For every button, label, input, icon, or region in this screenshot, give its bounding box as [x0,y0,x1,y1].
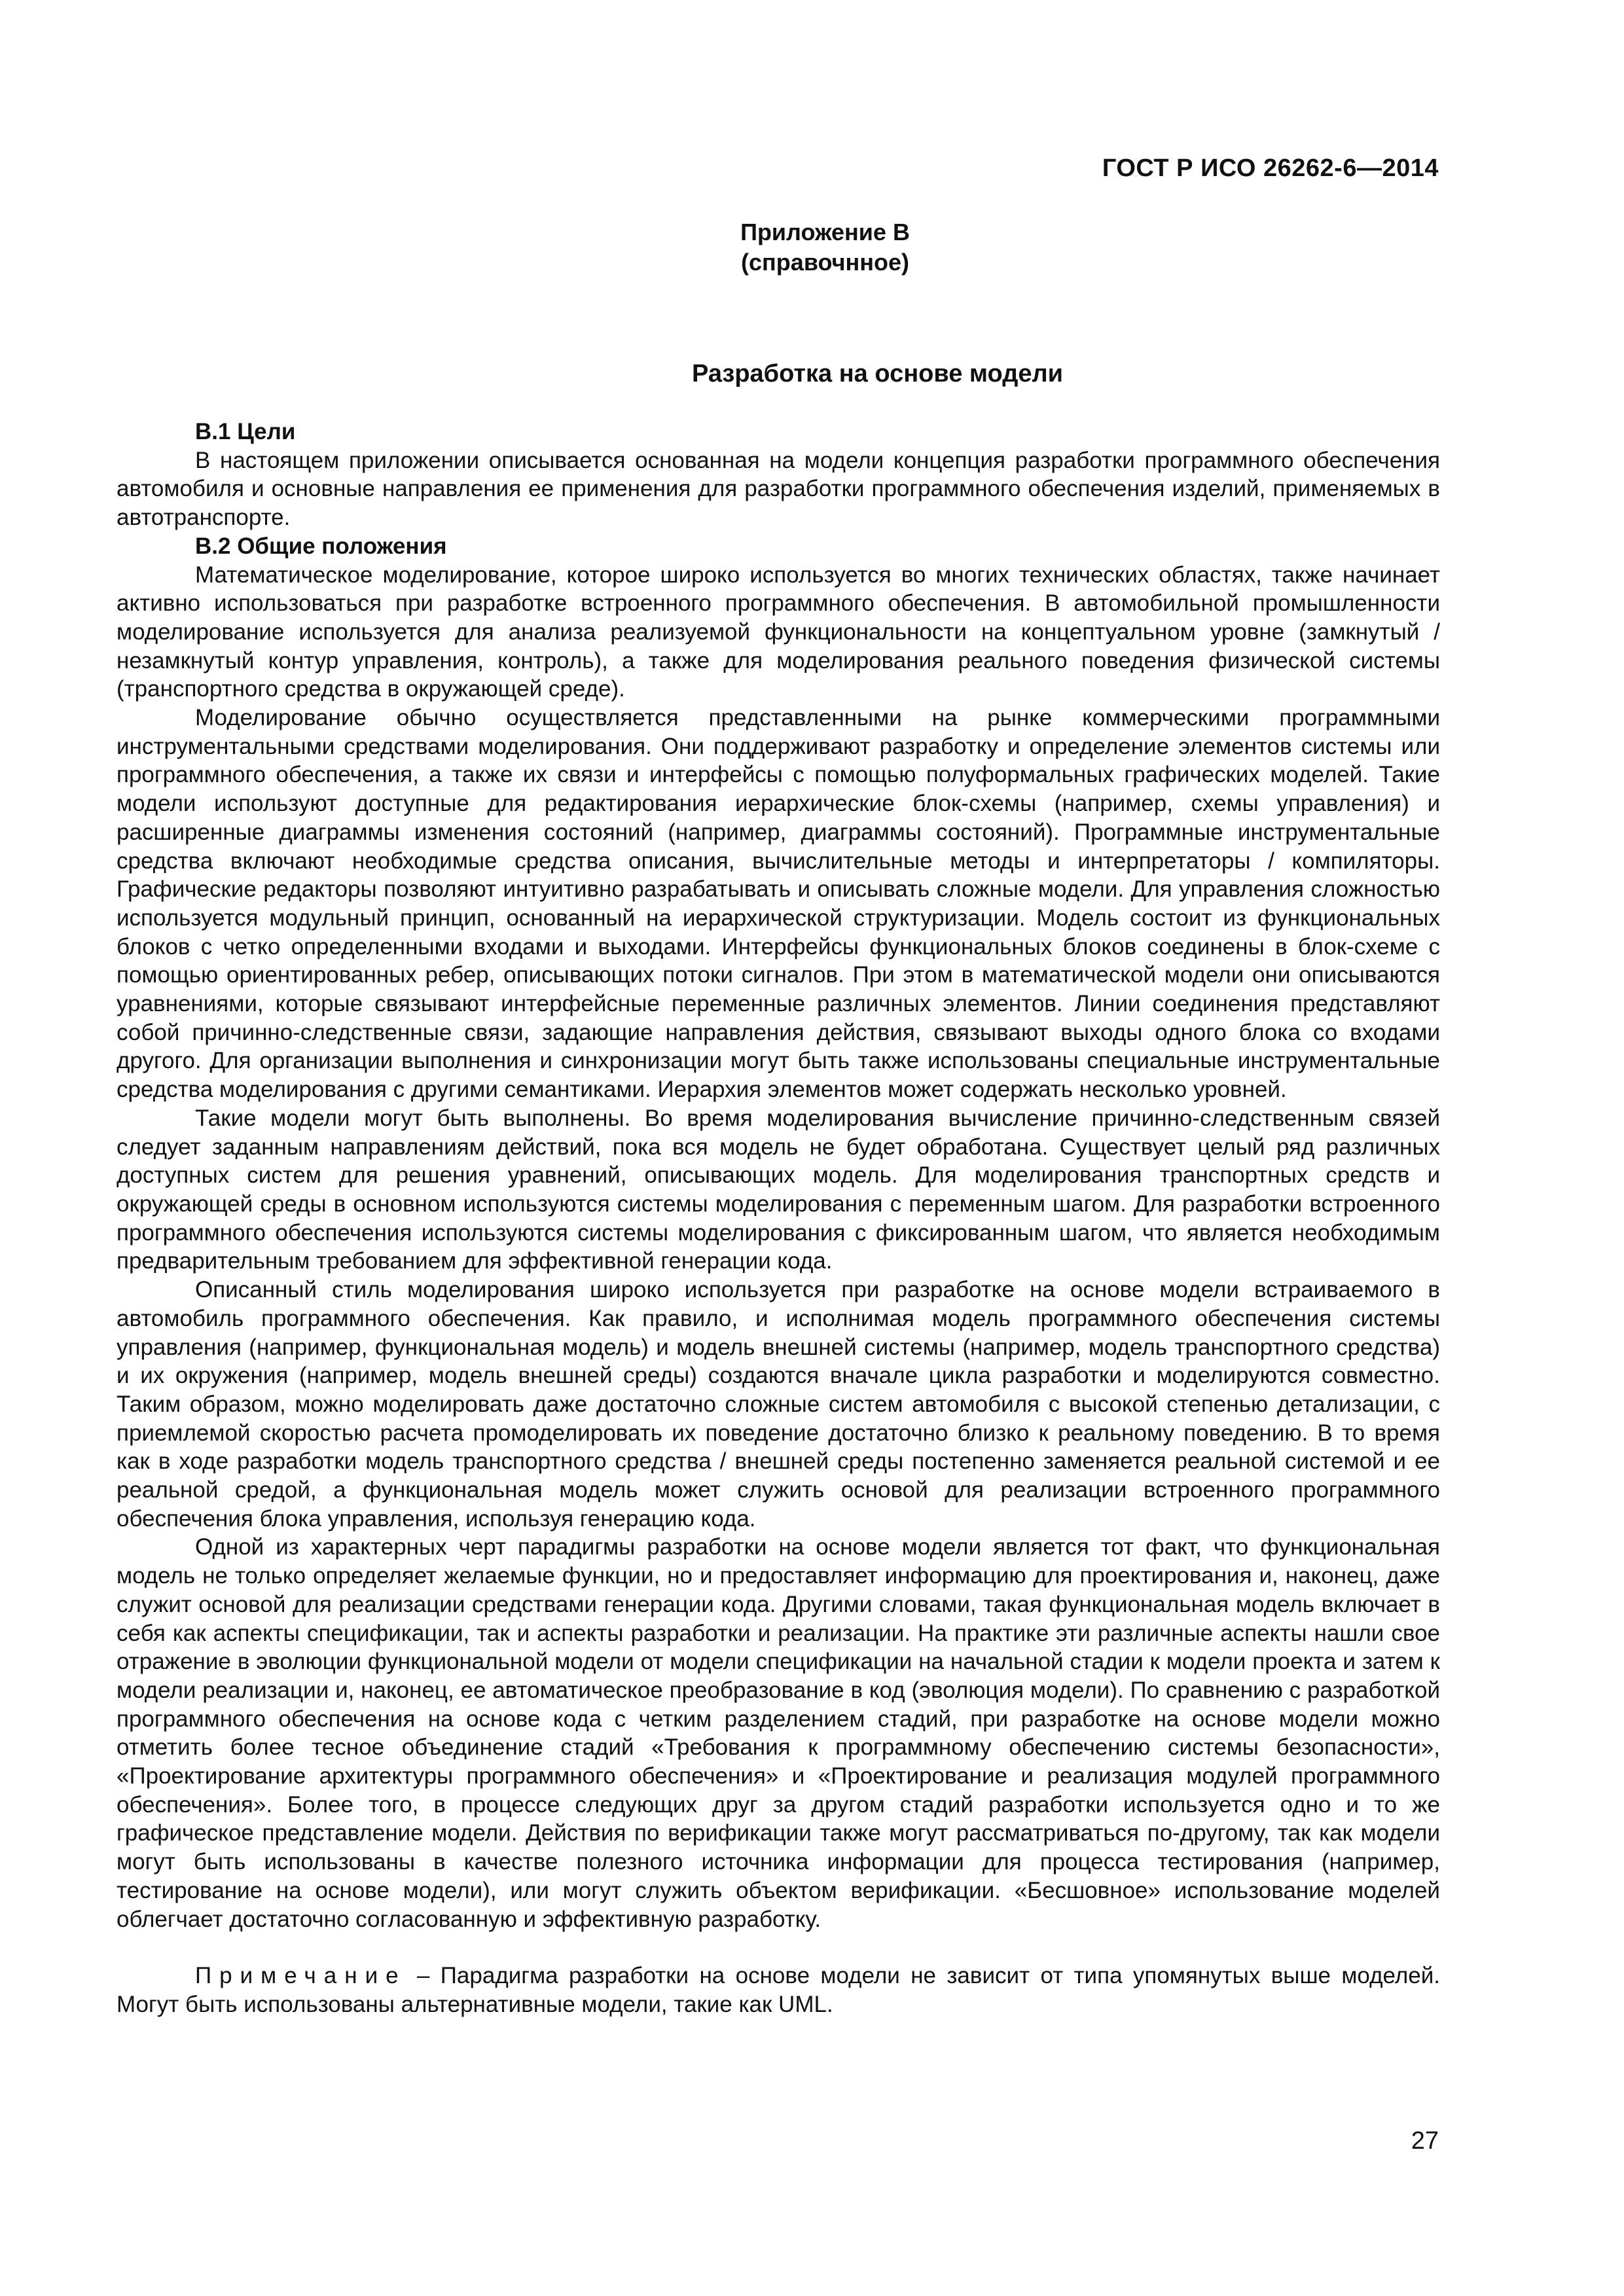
paragraph: Моделирование обычно осуществляется представленными на рынке коммерческими программными инструментальными средствами моделирования. Они поддерживают разработку и определение элементов системы или программного обеспечения, а также их связи и интерфейсы с помощью полуформальных графических моделей. Такие модели используют доступные для редактирования иерархические блок-схемы (например, схемы управления) и расширенные диаграммы изменения состояний (например, диаграммы состояний). Программные инструментальные средства включают необходимые средства описания, вычислительные методы и интерпретаторы / компиляторы. Графические редакторы позволяют интуитивно разрабатывать и описывать сложные модели. Для управления сложностью используется модульный принцип, основанный на иерархической структуризации. Модель состоит из функциональных блоков с четко определенными входами и выходами. Интерфейсы функциональных блоков соединены в блок-схеме с помощью ориентированных ребер, описывающих потоки сигналов. При этом в математической модели они описываются уравнениями, которые связывают интерфейсные переменные различных элементов. Линии соединения представляют собой причинно-следственные связи, задающие направления действия, связывают выходы одного блока со входами другого. Для организации выполнения и синхронизации могут быть также использованы специальные инструментальные средства моделирования с другими семантиками. Иерархия элементов может содержать несколько уровней. [117,705,1440,1103]
document-code: ГОСТ Р ИСО 26262-6—2014 [1102,154,1439,182]
annex-type: (справочнное) [741,249,909,276]
section-heading: В.2 Общие положения [195,533,447,559]
annex-heading [0,217,1624,278]
paragraph: В настоящем приложении описывается основанная на модели концепция разработки программного обеспечения автомобиля и основные направления ее применения для разработки программного обеспечения изделий, применяемых в автотранспорте. [117,447,1440,531]
note [117,1962,1440,2018]
annex-title: Разработка на основе модели [691,360,1063,387]
annex-label: Приложение В [740,219,910,245]
section-heading: В.1 Цели [195,419,296,444]
note-label: Примечание [195,1963,406,1989]
paragraph: Математическое моделирование, которое широко используется во многих технических областях, также начинает активно использоваться при разработке встроенного программного обеспечения. В автомобильной промышленности моделирование используется для анализа реализуемой функциональности на концептуальном уровне (замкнутый / незамкнутый контур управления, контроль), а также для моделирования реального поведения физической системы (транспортного средства в окружающей среде). [117,562,1440,702]
document-body [117,418,1440,2019]
page-number: 27 [1411,2127,1439,2155]
annex-title-wrap [0,360,1624,388]
paragraph: Описанный стиль моделирования широко используется при разработке на основе модели встраиваемого в автомобиль программного обеспечения. Как правило, и исполнимая модель программного обеспечения системы управления (например, функциональная модель) и модель внешней системы (например, модель транспортного средства) и их окружения (например, модель внешней среды) создаются вначале цикла разработки и моделируются совместно. Таким образом, можно моделировать даже достаточно сложные систем автомобиля с высокой степенью детализации, с приемлемой скоростью расчета промоделировать их поведение достаточно близко к реальному поведению. В то время как в ходе разработки модель транспортного средства / внешней среды постепенно заменяется реальной системой и ее реальной средой, а функциональная модель может служить основой для реализации встроенного программного обеспечения блока управления, используя генерацию кода. [117,1277,1440,1532]
note-text: – Парадигма разработки на основе модели не зависит от типа упомянутых выше моделей. Могут быть использованы альтернативные модели, такие как UML. [117,1963,1440,2017]
paragraph: Такие модели могут быть выполнены. Во время моделирования вычисление причинно-следственным связей следует заданным направлениям действий, пока вся модель не будет обработана. Существует целый ряд различных доступных систем для решения уравнений, описывающих модель. Для моделирования транспортных средств и окружающей среды в основном используются системы моделирования с переменным шагом. Для разработки встроенного программного обеспечения используются системы моделирования с фиксированным шагом, что является необходимым предварительным требованием для эффективной генерации кода. [117,1105,1440,1274]
paragraph: Одной из характерных черт парадигмы разработки на основе модели является тот факт, что функциональная модель не только определяет желаемые функции, но и предоставляет информацию для проектирования и, наконец, даже служит основой для реализации средствами генерации кода. Другими словами, такая функциональная модель включает в себя как аспекты спецификации, так и аспекты разработки и реализации. На практике эти различные аспекты нашли свое отражение в эволюции функциональной модели от модели спецификации на начальной стадии к модели проекта и затем к модели реализации и, наконец, ее автоматическое преобразование в код (эволюция модели). По сравнению с разработкой программного обеспечения на основе кода с четким разделением стадий, при разработке на основе модели можно отметить более тесное объединение стадий «Требования к программному обеспечению системы безопасности», «Проектирование архитектуры программного обеспечения» и «Проектирование и реализация модулей программного обеспечения». Более того, в процессе следующих друг за другом стадий разработки используется одно и то же графическое представление модели. Действия по верификации также могут рассматриваться по-другому, так как модели могут быть использованы в качестве полезного источника информации для процесса тестирования (например, тестирование на основе модели), или могут служить объектом верификации. «Бесшовное» использование моделей облегчает достаточно согласованную и эффективную разработку. [117,1534,1440,1932]
